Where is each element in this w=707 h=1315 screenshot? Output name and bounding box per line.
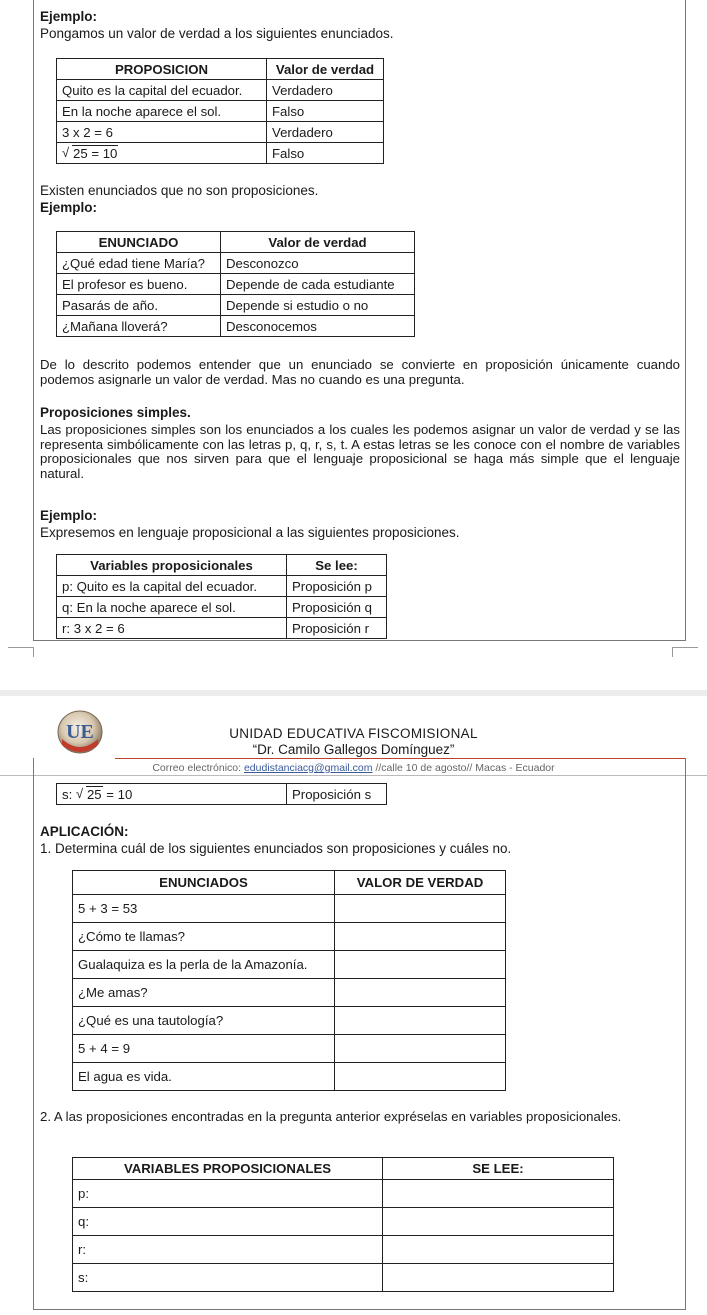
radical-sign-icon: √ bbox=[75, 785, 84, 801]
column-header: PROPOSICION bbox=[57, 59, 267, 80]
sqrt-expression: 25 = 10 bbox=[73, 145, 118, 161]
truth-value-table bbox=[56, 58, 384, 164]
table-cell: El agua es vida. bbox=[73, 1063, 335, 1091]
table-cell: Proposición r bbox=[287, 618, 387, 639]
page-separator bbox=[0, 690, 707, 696]
table-cell: Proposición q bbox=[287, 597, 387, 618]
table-cell: 3 x 2 = 6 bbox=[57, 122, 267, 143]
square-root bbox=[76, 787, 103, 802]
table-row bbox=[57, 295, 415, 316]
table-row bbox=[73, 1007, 506, 1035]
column-header: ENUNCIADO bbox=[57, 232, 221, 253]
variable-letter: s: bbox=[62, 786, 73, 802]
table-cell: Desconocemos bbox=[221, 316, 415, 337]
table-row bbox=[57, 143, 384, 164]
page-corner-mark bbox=[672, 647, 698, 657]
table-cell: Depende si estudio o no bbox=[221, 295, 415, 316]
school-full-name: “Dr. Camilo Gallegos Domínguez” bbox=[252, 742, 455, 757]
table-cell: ¿Cómo te llamas? bbox=[73, 923, 335, 951]
table-cell: ¿Me amas? bbox=[73, 979, 335, 1007]
table-cell: Pasarás de año. bbox=[57, 295, 221, 316]
answer-cell[interactable] bbox=[335, 895, 506, 923]
answer-cell[interactable] bbox=[335, 1063, 506, 1091]
table-row bbox=[73, 1035, 506, 1063]
table-row bbox=[57, 316, 415, 337]
column-header: Se lee: bbox=[287, 555, 387, 576]
column-header: VALOR DE VERDAD bbox=[335, 871, 506, 895]
table-cell-sqrt bbox=[57, 784, 287, 805]
example-heading-2: Ejemplo: bbox=[40, 200, 98, 215]
table-row bbox=[73, 1264, 614, 1292]
table-row bbox=[73, 1236, 614, 1264]
table-cell: El profesor es bueno. bbox=[57, 274, 221, 295]
table-cell: En la noche aparece el sol. bbox=[57, 101, 267, 122]
table-cell: q: En la noche aparece el sol. bbox=[57, 597, 287, 618]
table-cell: q: bbox=[73, 1208, 383, 1236]
logo-lettering: UE bbox=[66, 721, 94, 743]
table-row bbox=[73, 923, 506, 951]
application-heading: APLICACIÓN: bbox=[40, 824, 129, 839]
column-header: VARIABLES PROPOSICIONALES bbox=[73, 1158, 383, 1180]
table-cell: 5 + 4 = 9 bbox=[73, 1035, 335, 1063]
statements-table bbox=[56, 231, 415, 337]
table-cell: Verdadero bbox=[267, 80, 384, 101]
table-cell: Desconozco bbox=[221, 253, 415, 274]
answer-cell[interactable] bbox=[335, 951, 506, 979]
column-header: SE LEE: bbox=[383, 1158, 614, 1180]
email-link[interactable]: edudistanciacg@gmail.com bbox=[243, 762, 373, 774]
sqrt-radicand: 25 bbox=[86, 786, 102, 802]
simple-propositions-paragraph: Las proposiciones simples son los enunciados a los cuales les podemos asignar un valor de verdad y se las representa simbólicamente con las letras p, q, r, s, t. A estas letras se les conoce con el nombre de variables proposicionales que nos sirven para que el lenguaje proposicional se haga más simple que el lenguaje natural. bbox=[40, 422, 680, 481]
school-name: UNIDAD EDUCATIVA FISCOMISIONAL bbox=[229, 726, 478, 741]
column-header: Variables proposicionales bbox=[57, 555, 287, 576]
table-cell: Verdadero bbox=[267, 122, 384, 143]
example-heading-3: Ejemplo: bbox=[40, 508, 98, 523]
answer-cell[interactable] bbox=[335, 923, 506, 951]
radical-sign-icon: √ bbox=[62, 144, 70, 160]
table-row bbox=[57, 80, 384, 101]
table-cell: r: bbox=[73, 1236, 383, 1264]
table-row bbox=[57, 576, 387, 597]
table-row bbox=[57, 253, 415, 274]
table-row bbox=[73, 951, 506, 979]
express-text: Expresemos en lenguaje proposicional a las siguientes proposiciones. bbox=[40, 525, 460, 540]
table-cell: Gualaquiza es la perla de la Amazonía. bbox=[73, 951, 335, 979]
table-cell: s: bbox=[73, 1264, 383, 1292]
table-cell: Falso bbox=[267, 143, 384, 164]
contact-suffix: //calle 10 de agosto// Macas - Ecuador bbox=[372, 762, 555, 774]
example-heading-1: Ejemplo: bbox=[40, 9, 98, 24]
table-cell: 5 + 3 = 53 bbox=[73, 895, 335, 923]
variables-table bbox=[56, 554, 387, 639]
column-header: ENUNCIADOS bbox=[73, 871, 335, 895]
table-header-row bbox=[57, 555, 387, 576]
statements-exercise-table bbox=[72, 870, 506, 1091]
table-cell: Quito es la capital del ecuador. bbox=[57, 80, 267, 101]
answer-cell[interactable] bbox=[335, 1035, 506, 1063]
column-header: Valor de verdad bbox=[221, 232, 415, 253]
table-cell: Proposición p bbox=[287, 576, 387, 597]
table-cell: Falso bbox=[267, 101, 384, 122]
table-header-row bbox=[57, 59, 384, 80]
answer-cell[interactable] bbox=[335, 979, 506, 1007]
table-cell: ¿Qué es una tautología? bbox=[73, 1007, 335, 1035]
answer-cell[interactable] bbox=[383, 1180, 614, 1208]
question-1: 1. Determina cuál de los siguientes enunciados son proposiciones y cuáles no. bbox=[40, 841, 512, 856]
table-cell: ¿Mañana lloverá? bbox=[57, 316, 221, 337]
table-cell: Depende de cada estudiante bbox=[221, 274, 415, 295]
conclusion-paragraph: De lo descrito podemos entender que un enunciado se convierte en proposición únicamente cuando podemos asignarle un valor de verdad. Mas no cuando es una pregunta. bbox=[40, 357, 680, 387]
table-row bbox=[57, 274, 415, 295]
table-row bbox=[57, 122, 384, 143]
table-row bbox=[73, 979, 506, 1007]
variables-table-continued bbox=[56, 783, 387, 805]
table-row bbox=[57, 784, 387, 805]
sqrt-result: = 10 bbox=[106, 786, 133, 802]
square-root bbox=[62, 146, 118, 161]
page-corner-mark bbox=[8, 647, 34, 657]
table-header-row bbox=[57, 232, 415, 253]
variables-exercise-table bbox=[72, 1157, 614, 1292]
answer-cell[interactable] bbox=[335, 1007, 506, 1035]
question-2: 2. A las proposiciones encontradas en la pregunta anterior expréselas en variables proposicionales. bbox=[40, 1109, 622, 1124]
not-propositions-text: Existen enunciados que no son proposiciones. bbox=[40, 183, 319, 198]
table-row bbox=[57, 618, 387, 639]
answer-cell[interactable] bbox=[383, 1208, 614, 1236]
table-cell-sqrt bbox=[57, 143, 267, 164]
table-cell: ¿Qué edad tiene María? bbox=[57, 253, 221, 274]
table-row bbox=[73, 1063, 506, 1091]
table-row bbox=[57, 597, 387, 618]
table-cell: r: 3 x 2 = 6 bbox=[57, 618, 287, 639]
contact-prefix: Correo electrónico: bbox=[152, 762, 244, 774]
table-row bbox=[73, 1208, 614, 1236]
table-cell: Proposición s bbox=[287, 784, 387, 805]
table-header-row bbox=[73, 1158, 614, 1180]
intro-text: Pongamos un valor de verdad a los siguientes enunciados. bbox=[40, 26, 394, 41]
answer-cell[interactable] bbox=[383, 1264, 614, 1292]
table-cell: p: bbox=[73, 1180, 383, 1208]
table-cell: p: Quito es la capital del ecuador. bbox=[57, 576, 287, 597]
simple-propositions-heading: Proposiciones simples. bbox=[40, 405, 191, 420]
table-header-row bbox=[73, 871, 506, 895]
table-row bbox=[57, 101, 384, 122]
answer-cell[interactable] bbox=[383, 1236, 614, 1264]
table-row bbox=[73, 1180, 614, 1208]
column-header: Valor de verdad bbox=[267, 59, 384, 80]
table-row bbox=[73, 895, 506, 923]
